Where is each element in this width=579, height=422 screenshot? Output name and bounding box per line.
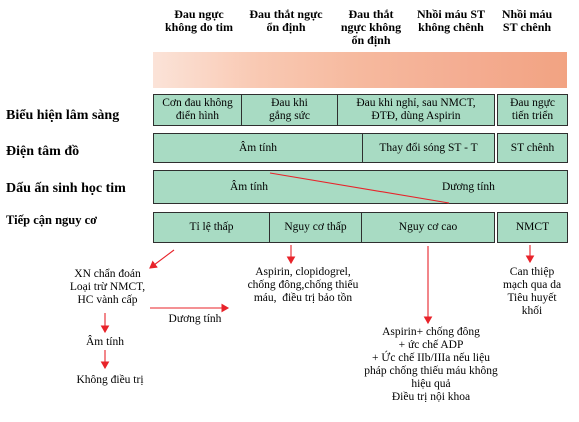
header-non-cardiac: Đau ngực không do tim [164, 7, 234, 34]
note-positive: Dương tính [168, 313, 222, 325]
note-negative: Âm tính [85, 336, 124, 348]
row-label-biomarker: Dấu ấn sinh học tim [6, 181, 126, 196]
risk-cell-nmct: NMCT [497, 212, 568, 243]
clinical-cell-atypical: Cơn đau không điển hình [153, 94, 242, 126]
row-label-risk: Tiếp cận nguy cơ [6, 213, 98, 227]
ecg-cell-st-t-change: Thay đổi sóng ST - T [362, 133, 495, 163]
note-nmct-treatment: Can thiệp mạch qua da Tiêu huyết khối [502, 266, 562, 317]
header-nstemi: Nhồi máu ST không chênh [416, 7, 486, 34]
note-low-risk-treatment: Aspirin, clopidogrel, chống đông,chống thiếu máu, điều trị bảo tồn [247, 266, 359, 304]
clinical-cell-progressive: Đau ngực tiến triển [497, 94, 568, 126]
biomarker-divider-line [270, 173, 449, 203]
header-unstable-angina: Đau thắt ngực không ổn định [340, 7, 402, 47]
clinical-cell-rest: Đau khi nghỉ, sau NMCT, ĐTĐ, dùng Aspirin [337, 94, 495, 126]
risk-cell-high-risk: Nguy cơ cao [361, 212, 495, 243]
row-label-clinical: Biểu hiện lâm sàng [6, 108, 120, 123]
header-stable-angina: Đau thắt ngực ổn định [249, 7, 323, 34]
note-no-treatment: Không điều trị [76, 374, 144, 386]
note-low-rate: XN chẩn đoán Loại trừ NMCT, HC vành cấp [69, 268, 146, 306]
risk-cell-low-rate: Tỉ lệ thấp [153, 212, 270, 243]
risk-cell-low-risk: Nguy cơ thấp [269, 212, 362, 243]
arrow-low-rate [150, 250, 174, 268]
ecg-cell-negative: Âm tính [153, 133, 363, 163]
clinical-cell-exertion: Đau khi gắng sức [241, 94, 338, 126]
note-high-risk-treatment: Aspirin+ chống đông + ức chế ADP + Ức chế IIb/IIIa nếu liệu pháp chống thiếu máu không hiệu quả Điều trị nội khoa [364, 326, 498, 403]
header-stemi: Nhồi máu ST chênh [501, 7, 553, 34]
biomarker-positive: Dương tính [442, 181, 495, 193]
ecg-cell-st-elevation: ST chênh [497, 133, 568, 163]
row-label-ecg: Điện tâm đồ [6, 144, 80, 159]
biomarker-negative: Âm tính [230, 181, 269, 193]
